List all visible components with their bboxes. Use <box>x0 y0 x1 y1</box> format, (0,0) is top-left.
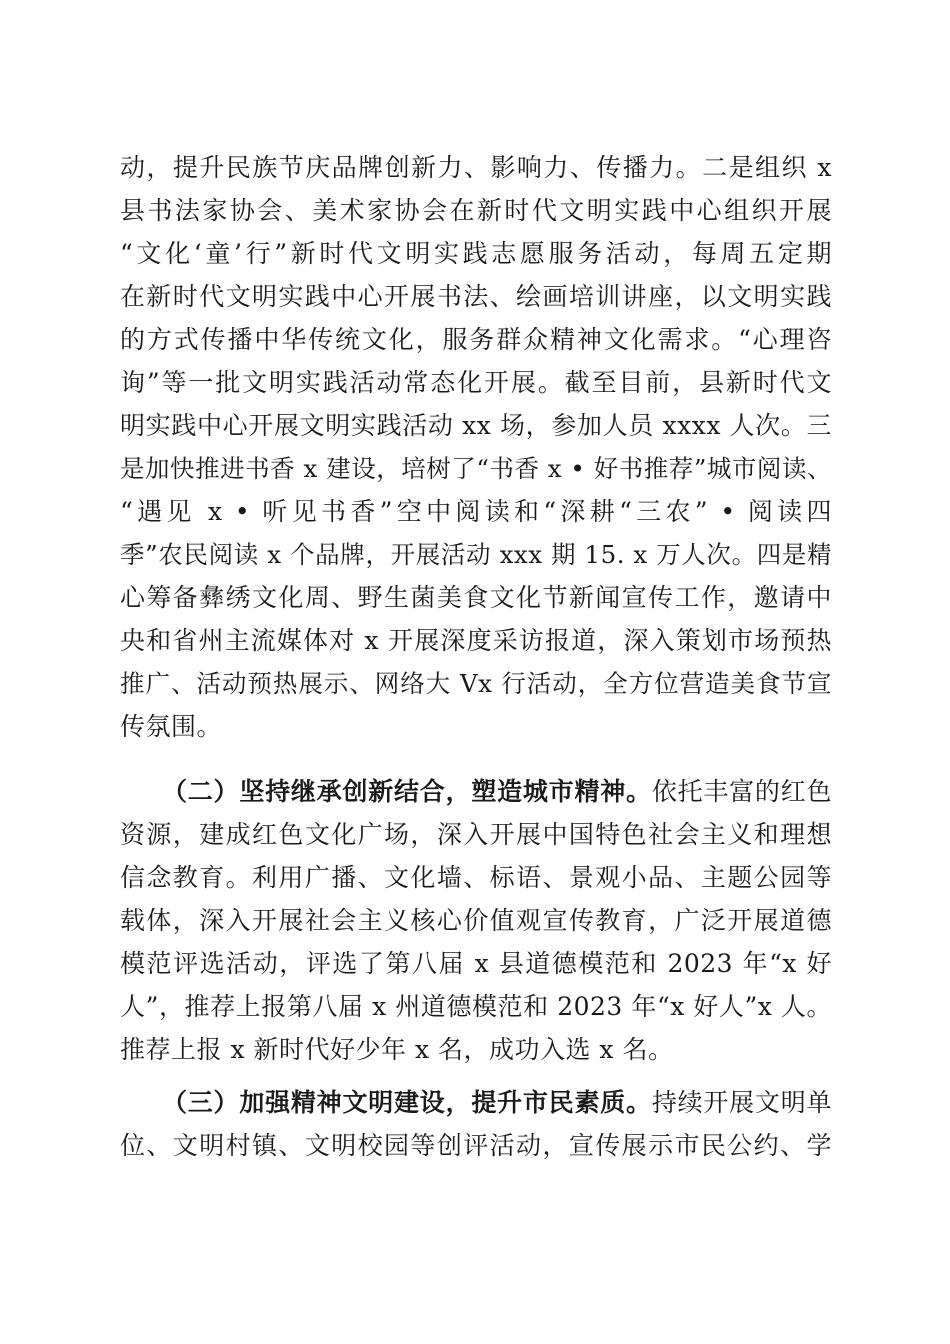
paragraph-1-line-14: 传氛围。 <box>120 712 223 741</box>
paragraph-1-line-10: 季”农民阅读 x 个品牌，开展活动 xxx 期 15. x 万人次。四是精 <box>120 540 832 569</box>
paragraph-1-line-9: “遇见 x • 听见书香”空中阅读和“深耕“三农” • 阅读四 <box>120 497 832 526</box>
paragraph-3 <box>120 1081 832 1167</box>
paragraph-2 <box>120 770 832 1071</box>
paragraph-1-line-7: 明实践中心开展文明实践活动 xx 场，参加人员 xxxx 人次。三 <box>120 411 832 440</box>
paragraph-3-line-2: 位、文明村镇、文明校园等创评活动，宣传展示市民公约、学 <box>120 1131 832 1160</box>
paragraph-2-first-line-rest: 依托丰富的红色 <box>651 777 832 806</box>
paragraph-2-line-3: 信念教育。利用广播、文化墙、标语、景观小品、主题公园等 <box>120 863 832 892</box>
paragraph-2-line-7: 推荐上报 x 新时代好少年 x 名，成功入选 x 名。 <box>120 1035 674 1064</box>
paragraph-3-heading: （三）加强精神文明建设，提升市民素质。 <box>162 1088 652 1117</box>
paragraph-1-line-6: 询”等一批文明实践活动常态化开展。截至目前，县新时代文 <box>120 368 832 397</box>
paragraph-2-line-5: 模范评选活动，评选了第八届 x 县道德模范和 2023 年“x 好 <box>120 949 832 978</box>
paragraph-1 <box>120 146 832 748</box>
paragraph-1-line-4: 在新时代文明实践中心开展书法、绘画培训讲座，以文明实践 <box>120 282 832 311</box>
paragraph-1-line-13: 推广、活动预热展示、网络大 Vx 行活动，全方位营造美食节宣 <box>120 669 832 698</box>
paragraph-1-line-3: “文化‘童’行”新时代文明实践志愿服务活动，每周五定期 <box>120 239 832 268</box>
paragraph-1-line-2: 县书法家协会、美术家协会在新时代文明实践中心组织开展 <box>120 196 832 225</box>
paragraph-1-line-12: 央和省州主流媒体对 x 开展深度采访报道，深入策划市场预热 <box>120 626 832 655</box>
paragraph-2-line-1 <box>120 770 832 813</box>
paragraph-2-line-4: 载体，深入开展社会主义核心价值观宣传教育，广泛开展道德 <box>120 906 832 935</box>
paragraph-2-heading: （二）坚持继承创新结合，塑造城市精神。 <box>162 777 652 806</box>
paragraph-3-first-line-rest: 持续开展文明单 <box>651 1088 832 1117</box>
paragraph-3-line-1 <box>120 1081 832 1124</box>
paragraph-1-line-5: 的方式传播中华传统文化，服务群众精神文化需求。“心理咨 <box>120 325 832 354</box>
paragraph-1-line-11: 心筹备彝绣文化周、野生菌美食文化节新闻宣传工作，邀请中 <box>120 583 832 612</box>
paragraph-2-line-2: 资源，建成红色文化广场，深入开展中国特色社会主义和理想 <box>120 820 832 849</box>
paragraph-1-line-1: 动，提升民族节庆品牌创新力、影响力、传播力。二是组织 x <box>120 153 832 182</box>
paragraph-1-line-8: 是加快推进书香 x 建设，培树了“书香 x • 好书推荐”城市阅读、 <box>120 454 832 483</box>
paragraph-2-line-6: 人”，推荐上报第八届 x 州道德模范和 2023 年“x 好人”x 人。 <box>120 992 832 1021</box>
